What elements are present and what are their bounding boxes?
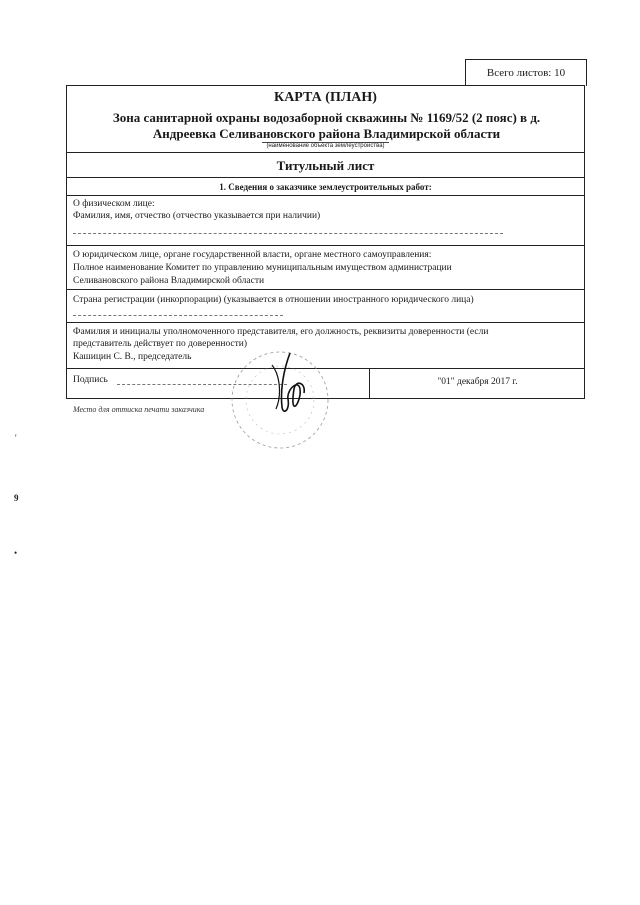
country-label: Страна регистрации (инкорпорации) (указывается в отношении иностранного юридического лица): [73, 295, 474, 305]
person-fio-field: [73, 233, 503, 234]
signature-label: Подпись: [73, 375, 108, 385]
object-caption-text: (наименование объекта землеустройства): [262, 142, 388, 149]
object-name: [79, 110, 574, 142]
doc-subtitle: Титульный лист: [276, 158, 375, 173]
margin-mark: •: [14, 548, 18, 558]
section-heading: 1. Сведения о заказчике землеустроительных работ:: [219, 182, 432, 192]
margin-mark: 9: [14, 493, 19, 503]
seal-outer-ring: [232, 352, 328, 448]
divider: [67, 289, 584, 290]
legal-heading: О юридическом лице, органе государственной власти, органе местного самоуправления:: [73, 250, 432, 260]
divider: [67, 152, 584, 153]
object-caption: [67, 143, 584, 149]
divider: [67, 322, 584, 323]
divider: [67, 245, 584, 246]
signature-stroke: [272, 365, 279, 409]
seal-inner-ring: [246, 366, 314, 434]
person-heading: О физическом лице:: [73, 199, 155, 209]
representative-value: Кашицин С. В., председатель: [73, 352, 192, 362]
divider: [67, 195, 584, 196]
representative-label-line-1: Фамилия и инициалы уполномоченного представителя, его должность, реквизиты доверенности (если: [73, 327, 489, 337]
doc-title: КАРТА (ПЛАН): [274, 90, 377, 105]
object-name-line-2: Андреевка Селивановского района Владимирской области: [152, 126, 501, 141]
person-fio-label: Фамилия, имя, отчество (отчество указывается при наличии): [73, 211, 321, 221]
divider: [67, 177, 584, 178]
object-name-line-1: Зона санитарной охраны водозаборной скважины № 1169/52 (2 пояс) в д.: [112, 110, 541, 125]
total-sheets: Всего листов: 10: [486, 67, 566, 79]
representative-label-line-2: представитель действует по доверенности): [73, 339, 248, 349]
seal-placeholder-note: Место для оттиска печати заказчика: [73, 405, 205, 414]
signature-scribble: [281, 353, 304, 411]
margin-mark: ': [15, 433, 17, 443]
total-sheets-box: [465, 59, 587, 86]
signature-date: "01" декабря 2017 г.: [437, 377, 518, 387]
legal-name-line-1: Полное наименование Комитет по управлению муниципальным имуществом администрации: [73, 263, 452, 273]
legal-name-line-2: Селивановского района Владимирской области: [73, 276, 265, 286]
country-field: [73, 315, 283, 316]
seal-stamp: [210, 345, 350, 455]
